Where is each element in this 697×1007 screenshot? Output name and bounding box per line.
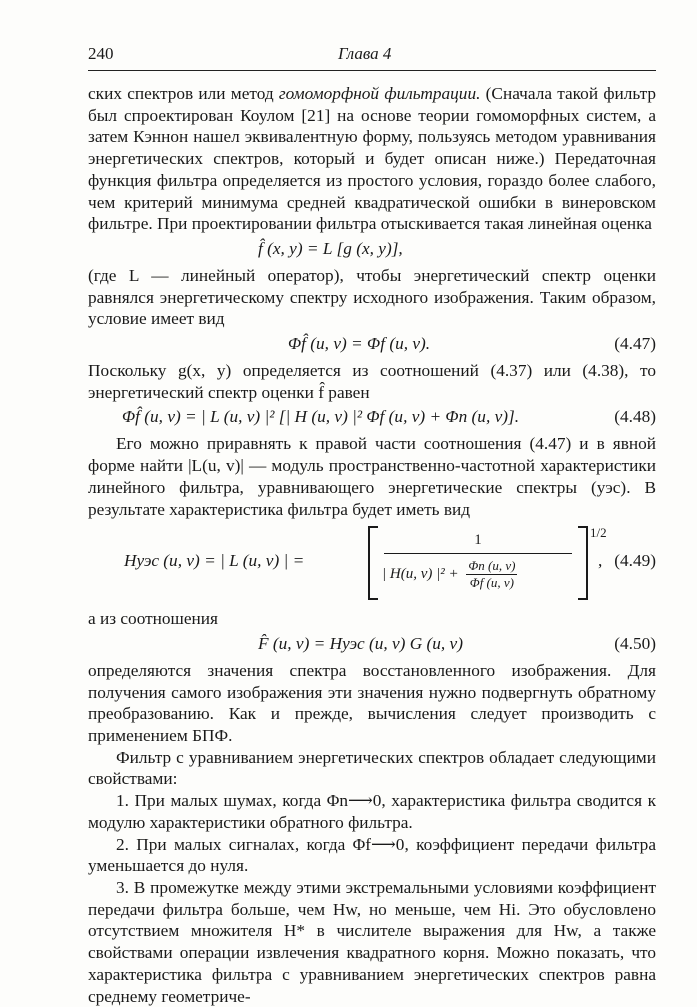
paragraph-3: Поскольку g(x, y) определяется из соотношений (4.37) или (4.38), то энергетический спектр оценки f̂ равен	[88, 361, 656, 402]
page-number: 240	[88, 44, 114, 63]
chapter-title: Глава 4	[338, 44, 392, 63]
equation-4-49: Hуэс (u, v) = | L (u, v) | = 1 | H(u, v) |² + $\frac{\Phi n (u, v)}{\Phi f (u, v)}$ 1/2 , (4.49)	[88, 526, 656, 600]
paragraph-7: Фильтр с уравниванием энергетических спектров обладает следующими свойствами:	[88, 747, 656, 789]
equation-4-48: Φf̂ (u, v) = | L (u, v) |² [| H (u, v) |² Φf (u, v) + Φn (u, v)]. (4.48)	[122, 407, 656, 427]
fraction-bracket: 1 | H(u, v) |² + $\frac{\Phi n (u, v)}{\Phi f (u, v)}$	[368, 526, 588, 600]
equation-number-4-48: (4.48)	[614, 407, 656, 427]
equation-4-47: Φf̂ (u, v) = Φf (u, v). (4.47)	[288, 334, 656, 354]
power-half: 1/2	[590, 525, 607, 541]
paragraph-2: (где L — линейный оператор), чтобы энергетический спектр оценки равнялся энергетическому спектру исходного изображения. Таким образом, условие имеет вид	[88, 265, 656, 329]
page-body	[88, 83, 656, 1007]
paragraph-1: ских спектров или метод гомоморфной фильтрации. (Сначала такой фильтр был спроектирован Коулом [21] на основе теории гомоморфных систем, а затем Кэннон нашел эквивалентную форму, пользуясь методом уравнивания энергетических спектров, который и будет описан ниже.) Передаточная функция фильтра определяется из простого условия, гораздо более слабого, чем критерий минимума средней квадратической ошибки в винеровском фильтре. При проектировании фильтра отыскивается такая линейная оценка	[88, 84, 657, 234]
equation-estimate: f̂ (x, y) = L [g (x, y)],	[258, 238, 403, 258]
property-1: 1. При малых шумах, когда Φn⟶0, характеристика фильтра сводится к модулю характеристики обратного фильтра.	[88, 791, 656, 832]
property-2: 2. При малых сигналах, когда Φf⟶0, коэффициент передачи фильтра уменьшается до нуля.	[88, 834, 656, 876]
equation-number-4-49: (4.49)	[614, 551, 656, 571]
page-header	[88, 44, 656, 66]
equation-number-4-47: (4.47)	[614, 334, 656, 354]
paragraph-5: а из соотношения	[88, 609, 218, 629]
property-3: 3. В промежутке между этими экстремальными условиями коэффициент передачи фильтра больше, чем Hw, но меньше, чем Hi. Это обусловлено отсутствием множителя H* в числителе выражения для Hw, а также свойствами операции извлечения квадратного корня. Можно показать, что характеристика фильтра с уравниванием энергетических спектров равна среднему геометриче-	[88, 877, 656, 1006]
paragraph-4: Его можно приравнять к правой части соотношения (4.47) и в явной форме найти |L(u, v)| — модуль пространственно-частотной характеристики линейного фильтра, уравнивающего энергетические спектры (уэс). В результате характеристика фильтра будет иметь вид	[88, 434, 656, 519]
header-rule	[88, 70, 656, 71]
paragraph-6: определяются значения спектра восстановленного изображения. Для получения самого изображения эти значения нужно подвергнуть обратному преобразованию. Как и прежде, вычисления следует производить с применением БПФ.	[88, 660, 656, 746]
equation-number-4-50: (4.50)	[614, 633, 656, 653]
equation-4-50: F̂ (u, v) = Hуэс (u, v) G (u, v) (4.50)	[258, 633, 656, 653]
